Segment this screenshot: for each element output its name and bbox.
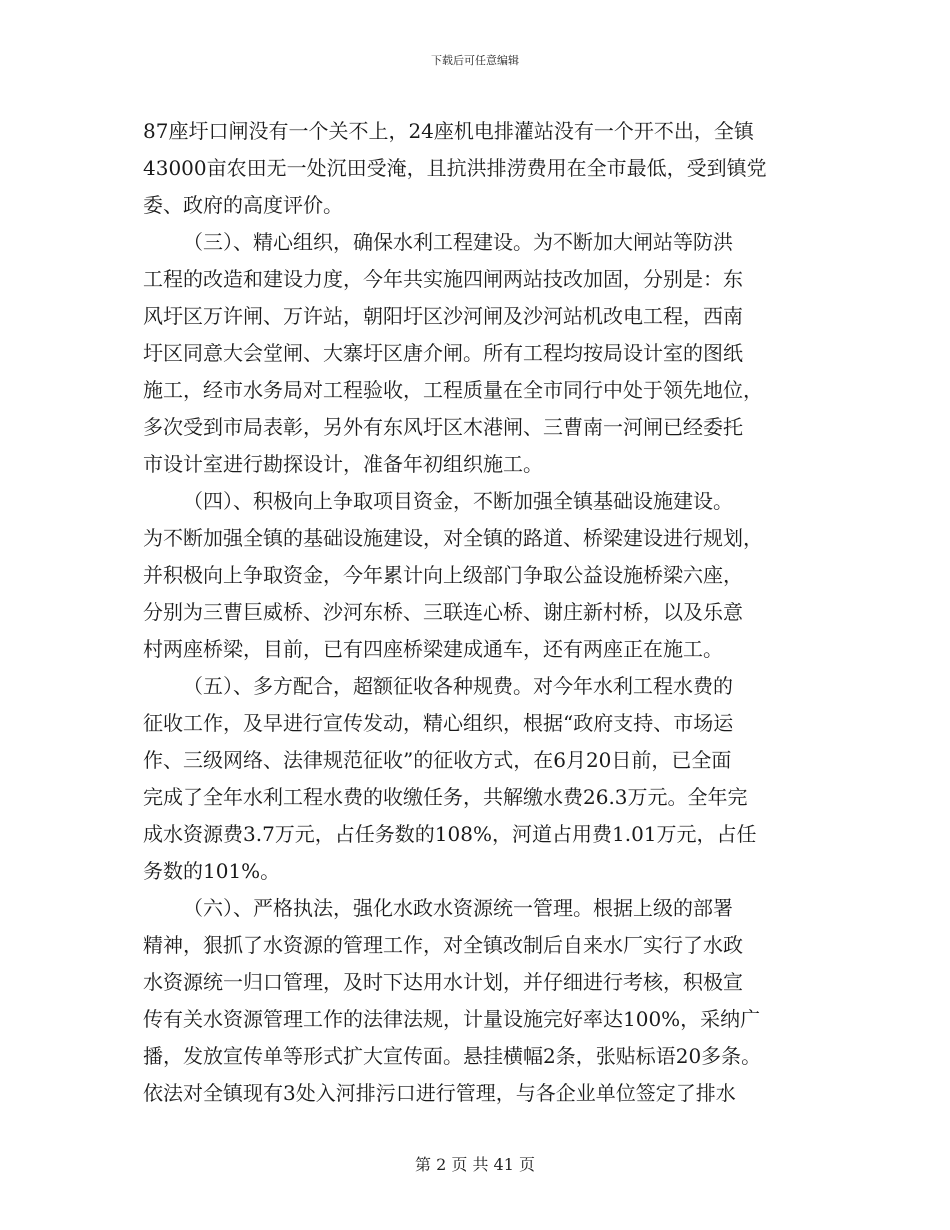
text-line: （三）、精心组织，确保水利工程建设。为不断加大闸站等防洪 <box>183 230 733 254</box>
text-line: 多次受到市局表彰，另外有东风圩区木港闸、三曹南一河闸已经委托 <box>143 415 743 439</box>
text-line: 传有关水资源管理工作的法律法规，计量设施完好率达100%，采纳广 <box>143 1007 761 1031</box>
text-line: 工程的改造和建设力度，今年共实施四闸两站技改加固，分别是：东 <box>143 267 743 291</box>
text-line: 依法对全镇现有3处入河排污口进行管理，与各企业单位签定了排水 <box>143 1081 736 1105</box>
text-line: 并积极向上争取资金，今年累计向上级部门争取公益设施桥梁六座， <box>143 563 743 587</box>
text-line: 圩区同意大会堂闸、大寨圩区唐介闸。所有工程均按局设计室的图纸 <box>143 341 743 365</box>
text-line: （四）、积极向上争取项目资金，不断加强全镇基础设施建设。 <box>183 489 733 513</box>
text-line: 为不断加强全镇的基础设施建设，对全镇的路道、桥梁建设进行规划， <box>143 526 763 550</box>
text-line: （六）、严格执法，强化水政水资源统一管理。根据上级的部署 <box>183 896 733 920</box>
text-line: 村两座桥梁，目前，已有四座桥梁建成通车，还有两座正在施工。 <box>143 637 723 661</box>
page-header: 下载后可任意编辑 <box>431 54 519 67</box>
text-line: 成水资源费3.7万元，占任务数的108%，河道占用费1.01万元，占任 <box>143 822 757 846</box>
text-line: 精神，狠抓了水资源的管理工作，对全镇改制后自来水厂实行了水政 <box>143 933 743 957</box>
text-line: 作、三级网络、法律规范征收”的征收方式，在6月20日前，已全面 <box>143 748 732 772</box>
text-line: 风圩区万许闸、万许站，朝阳圩区沙河闸及沙河站机改电工程，西南 <box>143 304 743 328</box>
text-line: 水资源统一归口管理，及时下达用水计划，并仔细进行考核，积极宣 <box>143 970 743 994</box>
text-line: 43000亩农田无一处沉田受淹，且抗洪排涝费用在全市最低，受到镇党 <box>143 156 767 180</box>
text-line: 播，发放宣传单等形式扩大宣传面。悬挂横幅2条，张贴标语20多条。 <box>143 1044 762 1068</box>
text-line: 完成了全年水利工程水费的收缴任务，共解缴水费26.3万元。全年完 <box>143 785 748 809</box>
text-line: 务数的101%。 <box>143 859 281 883</box>
text-line: 市设计室进行勘探设计，准备年初组织施工。 <box>143 452 543 476</box>
text-line: 分别为三曹巨威桥、沙河东桥、三联连心桥、谢庄新村桥，以及乐意 <box>143 600 743 624</box>
text-line: 施工，经市水务局对工程验收，工程质量在全市同行中处于领先地位， <box>143 378 763 402</box>
text-line: 征收工作，及早进行宣传发动，精心组织，根据“政府支持、市场运 <box>143 711 734 735</box>
page-number: 第 2 页 共 41 页 <box>415 1155 535 1174</box>
text-line: 87座圩口闸没有一个关不上，24座机电排灌站没有一个开不出，全镇 <box>143 119 754 143</box>
text-line: （五）、多方配合，超额征收各种规费。对今年水利工程水费的 <box>183 674 733 698</box>
text-line: 委、政府的高度评价。 <box>143 193 343 217</box>
